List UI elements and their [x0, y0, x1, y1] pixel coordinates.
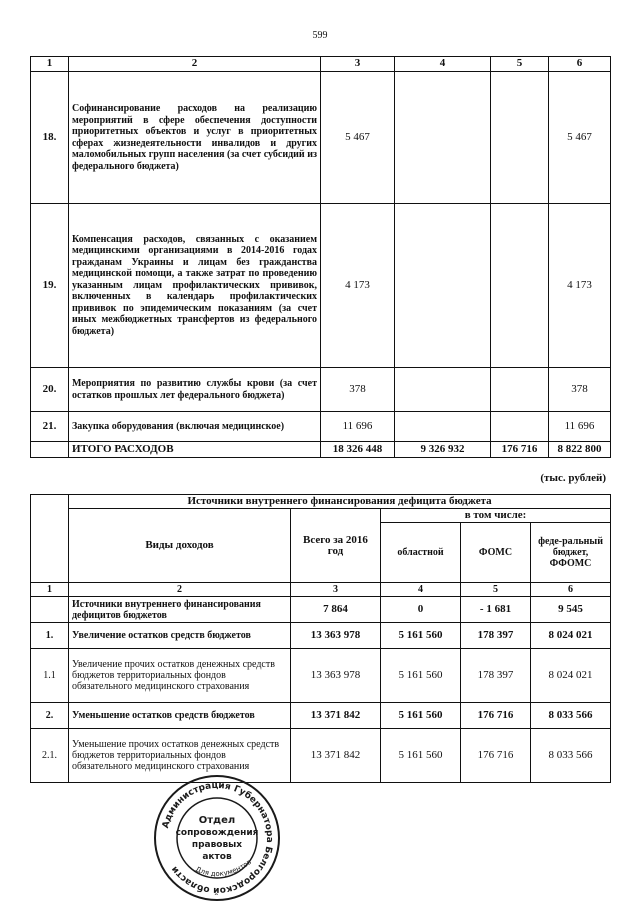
header-total-2016: Всего за 2016 год: [291, 509, 381, 583]
column-number: 4: [395, 57, 491, 72]
table-row: [31, 368, 611, 412]
cell-total: 4 173: [321, 204, 395, 368]
row-number: [31, 597, 69, 623]
row-number: 1.1: [31, 649, 69, 703]
stamp-center-line1: Отдел: [198, 815, 236, 826]
cell-regional: [395, 412, 491, 442]
expenses-table: [30, 56, 611, 458]
cell-regional: 5 161 560: [381, 703, 461, 729]
cell-total: 5 467: [321, 72, 395, 204]
column-number: 4: [381, 583, 461, 597]
table-row: [31, 204, 611, 368]
row-description: Компенсация расходов, связанных с оказанием медицинскими организациями в 2014-2016 годах гражданам Украины и лицам без гражданства медицинской помощи, а также затрат по проведению указанным лицам профилактических прививок, включенных в календарь профилактических прививок по эпидемическим показаниям (за счет иных межбюджетных трансфертов из федерального бюджета): [69, 204, 321, 368]
column-number: 3: [291, 583, 381, 597]
cell-regional: 5 161 560: [381, 623, 461, 649]
cell-regional: [395, 204, 491, 368]
table-row: [31, 649, 611, 703]
cell-total: 13 363 978: [291, 649, 381, 703]
cell-total: 13 363 978: [291, 623, 381, 649]
row-label: Уменьшение остатков средств бюджетов: [69, 703, 291, 729]
cell-federal: 9 545: [531, 597, 611, 623]
table-subheader-row: [31, 509, 611, 523]
row-number: 19.: [31, 204, 69, 368]
total-foms: 176 716: [491, 442, 549, 458]
cell-foms: 176 716: [461, 703, 531, 729]
column-number: 3: [321, 57, 395, 72]
header-federal: феде-ральный бюджет, ФФОМС: [531, 523, 611, 583]
total-number: [31, 442, 69, 458]
row-description: Мероприятия по развитию службы крови (за счет остатков прошлых лет федерального бюджета): [69, 368, 321, 412]
header-including: в том числе:: [381, 509, 611, 523]
row-number: 20.: [31, 368, 69, 412]
official-stamp: [152, 773, 282, 903]
total-all: 18 326 448: [321, 442, 395, 458]
units-label: (тыс. рублей): [540, 472, 606, 484]
column-number: 2: [69, 583, 291, 597]
column-number: 1: [31, 583, 69, 597]
stamp-outer-ring: [155, 776, 279, 900]
cell-foms: 176 716: [461, 729, 531, 783]
cell-total: 378: [321, 368, 395, 412]
row-number: 2.: [31, 703, 69, 729]
cell-regional: 5 161 560: [381, 729, 461, 783]
cell-regional: [395, 368, 491, 412]
financing-sources-table: [30, 494, 611, 783]
cell-federal: 8 024 021: [531, 649, 611, 703]
cell-regional: 5 161 560: [381, 649, 461, 703]
row-description: Софинансирование расходов на реализацию мероприятий в сфере обеспечения доступности приоритетных объектов и услуг в приоритетных сферах жизнедеятельности инвалидов и других маломобильных групп населения (за счет субсидий из федерального бюджета): [69, 72, 321, 204]
row-number: 18.: [31, 72, 69, 204]
row-label: Увеличение прочих остатков денежных средств бюджетов территориальных фондов обязательного медицинского страхования: [69, 649, 291, 703]
row-label: Уменьшение прочих остатков денежных средств бюджетов территориальных фондов обязательного медицинского страхования: [69, 729, 291, 783]
row-number: 2.1.: [31, 729, 69, 783]
row-label: Источники внутреннего финансирования дефицитов бюджетов: [69, 597, 291, 623]
stamp-center-line4: актов: [202, 852, 232, 862]
total-federal: 8 822 800: [549, 442, 611, 458]
cell-foms: 178 397: [461, 623, 531, 649]
row-description: Закупка оборудования (включая медицинское): [69, 412, 321, 442]
total-row: [31, 442, 611, 458]
table-title-row: [31, 495, 611, 509]
table-row: [31, 72, 611, 204]
stamp-center-line3: правовых: [191, 840, 243, 850]
table-row: [31, 412, 611, 442]
column-number: 6: [549, 57, 611, 72]
row-number: 1.: [31, 623, 69, 649]
cell-federal: 8 033 566: [531, 703, 611, 729]
stamp-center-line2: сопровождения: [175, 828, 259, 838]
total-label: ИТОГО РАСХОДОВ: [69, 442, 321, 458]
cell-foms: [491, 204, 549, 368]
column-number: 6: [531, 583, 611, 597]
cell-federal: 5 467: [549, 72, 611, 204]
cell-total: 13 371 842: [291, 703, 381, 729]
cell-regional: [395, 72, 491, 204]
cell-foms: 178 397: [461, 649, 531, 703]
stamp-ring-text: Администрация Губернатора Белгородской области: [160, 780, 275, 896]
cell-regional: 0: [381, 597, 461, 623]
cell-foms: - 1 681: [461, 597, 531, 623]
table-row: [31, 623, 611, 649]
column-number: 5: [461, 583, 531, 597]
header-regional: областной: [381, 523, 461, 583]
column-numbers-row: [31, 583, 611, 597]
cell-foms: [491, 72, 549, 204]
table-row: [31, 703, 611, 729]
row-number: 21.: [31, 412, 69, 442]
row-label: Увеличение остатков средств бюджетов: [69, 623, 291, 649]
table-title: Источники внутреннего финансирования дефицита бюджета: [69, 495, 611, 509]
cell-total: 11 696: [321, 412, 395, 442]
column-number: 2: [69, 57, 321, 72]
cell-federal: 4 173: [549, 204, 611, 368]
cell-total: 13 371 842: [291, 729, 381, 783]
blank-corner-cell: [31, 495, 69, 583]
cell-total: 7 864: [291, 597, 381, 623]
cell-federal: 378: [549, 368, 611, 412]
total-regional: 9 326 932: [395, 442, 491, 458]
column-number: 5: [491, 57, 549, 72]
cell-federal: 11 696: [549, 412, 611, 442]
cell-federal: 8 033 566: [531, 729, 611, 783]
page-number: 599: [312, 30, 328, 41]
stamp-bottom-text: Для документов: [194, 857, 253, 879]
column-number: 1: [31, 57, 69, 72]
table-row: [31, 729, 611, 783]
cell-foms: [491, 368, 549, 412]
table-row: [31, 597, 611, 623]
header-foms: ФОМС: [461, 523, 531, 583]
cell-federal: 8 024 021: [531, 623, 611, 649]
table-header-row: [31, 57, 611, 72]
cell-foms: [491, 412, 549, 442]
header-income-types: Виды доходов: [69, 509, 291, 583]
